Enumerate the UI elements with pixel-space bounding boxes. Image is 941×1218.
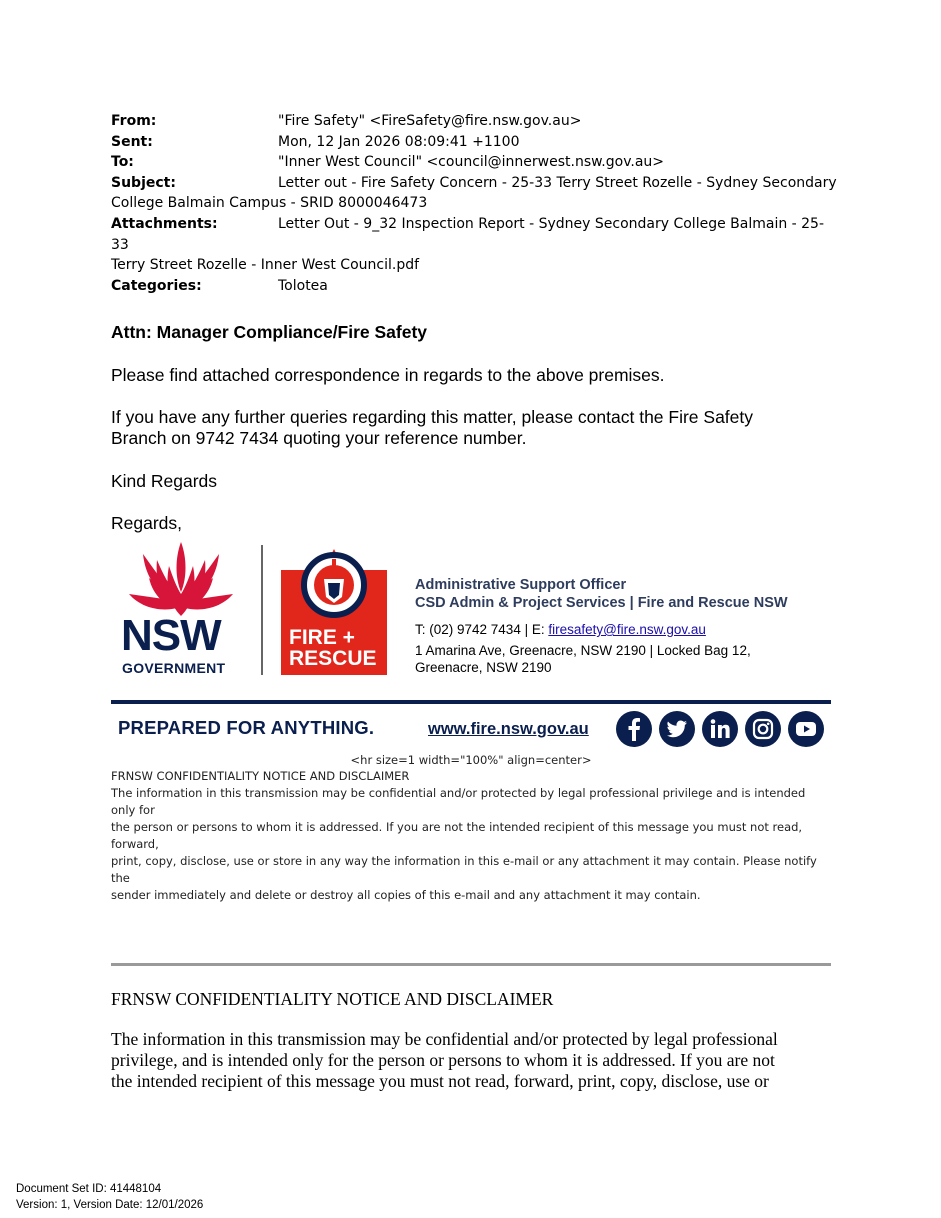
categories-label: Categories:: [111, 277, 202, 294]
attachments-value: Letter Out - 9_32 Inspection Report - Sydney Secondary College Balmain - 25-33: [111, 215, 825, 253]
banner-slogan: PREPARED FOR ANYTHING.: [118, 717, 375, 738]
sent-row: [111, 132, 841, 153]
signature-title-2: CSD Admin & Project Services | Fire and Rescue NSW: [415, 595, 788, 611]
nsw-logo-subtext: GOVERNMENT: [122, 660, 226, 676]
hr-literal-text: <hr size=1 width="100%" align=center>: [350, 753, 592, 767]
nsw-government-logo: [111, 538, 251, 678]
body-paragraph-2: [111, 407, 841, 449]
categories-value: Tolotea: [278, 277, 328, 294]
body-paragraph-1: Please find attached correspondence in regards to the above premises.: [111, 365, 665, 385]
frnsw-logo: [281, 545, 387, 675]
sent-label: Sent:: [111, 133, 153, 150]
signature-block: [415, 576, 835, 676]
disclaimer-1-heading: FRNSW CONFIDENTIALITY NOTICE AND DISCLAIMER: [111, 769, 410, 783]
banner-website-link[interactable]: www.fire.nsw.gov.au: [428, 720, 589, 738]
disclaimer-2: [111, 1029, 841, 1092]
disclaimer-1: [111, 768, 831, 904]
from-value: "Fire Safety" <FireSafety@fire.nsw.gov.au>: [278, 113, 582, 129]
disclaimer-1-line-1: The information in this transmission may be confidential and/or protected by legal professional privilege and is intended only for: [111, 786, 806, 817]
document-set-id: Document Set ID: 41448104: [16, 1183, 162, 1195]
from-row: [111, 111, 841, 132]
disclaimer-2-line-3: the intended recipient of this message you must not read, forward, print, copy, disclose, use or: [111, 1071, 769, 1091]
instagram-icon[interactable]: [745, 711, 781, 747]
subject-row: [111, 173, 841, 194]
subject-value: Letter out - Fire Safety Concern - 25-33 Terry Street Rozelle - Sydney Secondary: [278, 174, 837, 191]
banner-rule: [111, 700, 831, 704]
nsw-logo-text: NSW: [121, 611, 221, 660]
frnsw-logo-line-2: RESCUE: [289, 647, 377, 670]
to-value: "Inner West Council" <council@innerwest.nsw.gov.au>: [278, 154, 665, 171]
body-paragraph-2-line-2: Branch on 9742 7434 quoting your reference number.: [111, 428, 527, 448]
facebook-icon[interactable]: [616, 711, 652, 747]
linkedin-icon[interactable]: [702, 711, 738, 747]
signature-phone: T: (02) 9742 7434 | E:: [415, 622, 549, 637]
categories-row: [111, 276, 841, 297]
attn-line: Attn: Manager Compliance/Fire Safety: [111, 322, 428, 342]
waratah-icon: [111, 538, 251, 618]
twitter-icon[interactable]: [659, 711, 695, 747]
section-divider: [111, 963, 831, 966]
logo-divider: [261, 545, 263, 675]
to-row: [111, 152, 841, 173]
document-footer: [16, 1181, 203, 1213]
from-label: From:: [111, 113, 157, 129]
disclaimer-1-line-2: the person or persons to whom it is addressed. If you are not the intended recipient of this message you must not read, forward,: [111, 820, 803, 851]
attachments-continuation: Terry Street Rozelle - Inner West Council.pdf: [111, 257, 420, 274]
disclaimer-1-line-4: sender immediately and delete or destroy all copies of this e-mail and any attachment it may contain.: [111, 888, 701, 902]
disclaimer-1-line-3: print, copy, disclose, use or store in any way the information in this e-mail or any attachment it may contain. Please notify the: [111, 854, 817, 885]
signature-contact: [415, 621, 835, 638]
attachments-label: Attachments:: [111, 215, 218, 232]
sent-value: Mon, 12 Jan 2026 08:09:41 +1100: [278, 133, 520, 150]
disclaimer-2-heading: FRNSW CONFIDENTIALITY NOTICE AND DISCLAIMER: [111, 989, 554, 1009]
frnsw-crest-icon: [294, 545, 374, 623]
signature-address-1: 1 Amarina Ave, Greenacre, NSW 2190 | Locked Bag 12,: [415, 643, 751, 658]
email-header: [111, 111, 841, 296]
document-version: Version: 1, Version Date: 12/01/2026: [16, 1199, 204, 1211]
body-paragraph-2-line-1: If you have any further queries regarding this matter, please contact the Fire Safety: [111, 407, 754, 427]
subject-label: Subject:: [111, 174, 176, 191]
regards: Regards,: [111, 513, 183, 533]
subject-continuation: College Balmain Campus - SRID 8000046473: [111, 195, 428, 212]
disclaimer-2-line-1: The information in this transmission may be confidential and/or protected by legal professional: [111, 1029, 778, 1049]
disclaimer-2-line-2: privilege, and is intended only for the person or persons to whom it is addressed. If you are not: [111, 1050, 775, 1070]
kind-regards: Kind Regards: [111, 471, 218, 491]
signature-email-link[interactable]: firesafety@fire.nsw.gov.au: [548, 622, 706, 637]
to-label: To:: [111, 154, 134, 171]
frnsw-logo-line-1: FIRE +: [289, 626, 355, 649]
signature-address-2: Greenacre, NSW 2190: [415, 660, 552, 675]
youtube-icon[interactable]: [788, 711, 824, 747]
signature-title-1: Administrative Support Officer: [415, 577, 627, 593]
attachments-row: [111, 214, 841, 255]
